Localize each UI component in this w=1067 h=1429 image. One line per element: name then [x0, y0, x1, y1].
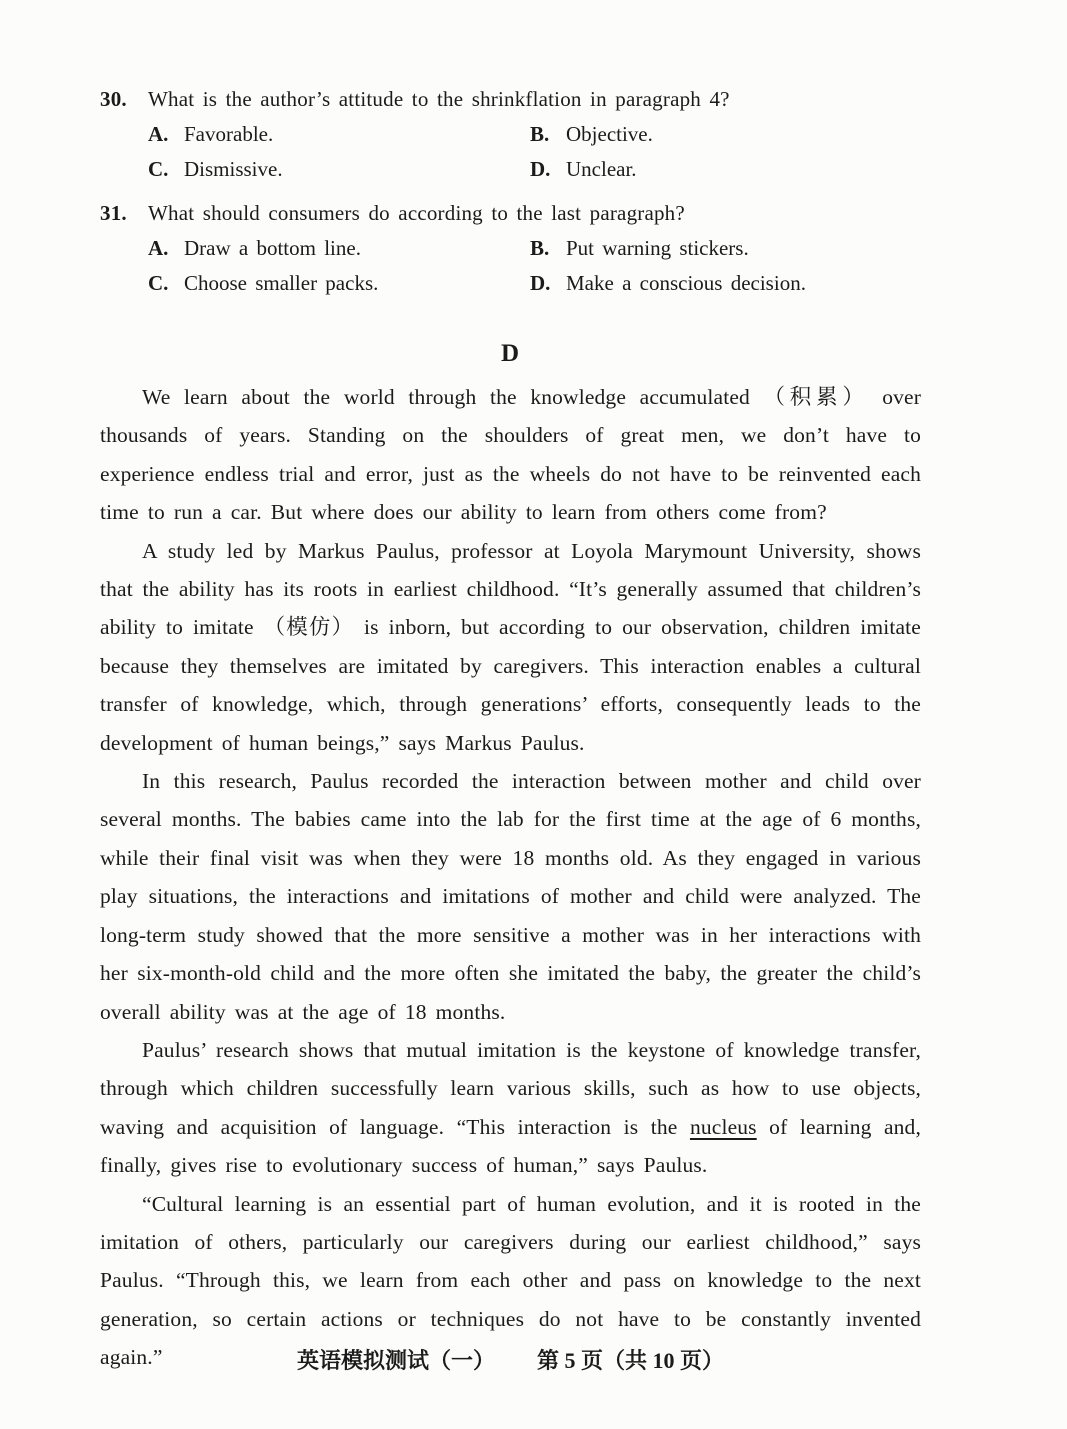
option-label: C. [148, 157, 169, 181]
option-c [148, 154, 530, 184]
option-text: Unclear. [566, 157, 637, 181]
option-b [530, 233, 921, 263]
question-31-head [100, 198, 921, 228]
passage-paragraph-5: “Cultural learning is an essential part of human evolution, and it is rooted in the imitation of others, particularly our caregivers during our earliest childhood,” says Paulus. “Through this, we learn from each other and pass on knowledge to the next generation, so certain actions or techniques do not have to be constantly invented again.” [100, 1191, 921, 1370]
page-number: 第 5 页（共 10 页） [537, 1348, 725, 1373]
reading-passage [100, 378, 921, 1377]
option-b [530, 119, 921, 149]
option-label: A. [148, 122, 169, 146]
question-30-head [100, 84, 921, 114]
option-label: B. [530, 122, 550, 146]
question-number: 31. [100, 201, 127, 225]
passage-paragraph-2: A study led by Markus Paulus, professor at Loyola Marymount University, shows that the ability has its roots in earliest childhood. “It’s generally assumed that children’s ability to imitate （模仿） is inborn, but according to our observation, children imitate because they themselves are imitated by caregivers. This interaction enables a cultural transfer of knowledge, which, through generations’ efforts, consequently leads to the development of human beings,” says Markus Paulus. [100, 538, 921, 755]
option-label: C. [148, 271, 169, 295]
question-text: What should consumers do according to the last paragraph? [148, 201, 685, 225]
paragraph-4-before: Paulus’ research shows that mutual imitation is the keystone of knowledge transfer, through which children successfully learn various skills, such as how to use objects, waving and acquisition of language. “This interaction is the [100, 1037, 921, 1139]
option-d [530, 268, 921, 298]
option-text: Favorable. [184, 122, 274, 146]
option-text: Put warning stickers. [566, 236, 749, 260]
option-text: Draw a bottom line. [184, 236, 361, 260]
option-a [148, 233, 530, 263]
option-label: D. [530, 157, 551, 181]
question-31-options [148, 233, 921, 298]
question-30-options [148, 119, 921, 184]
underlined-word-nucleus: nucleus [689, 1114, 757, 1139]
option-c [148, 268, 530, 298]
question-text: What is the author’s attitude to the shrinkflation in paragraph 4? [148, 87, 730, 111]
option-a [148, 119, 530, 149]
passage-paragraph-1: We learn about the world through the knowledge accumulated （积累） over thousands of years. Standing on the shoulders of great men, we don’t have to experience endless trial and error, just as the wheels do not have to be reinvented each time to run a car. But where does our ability to learn from others come from? [100, 385, 921, 525]
question-number: 30. [100, 87, 127, 111]
option-label: A. [148, 236, 169, 260]
option-label: B. [530, 236, 550, 260]
passage-paragraph-3: In this research, Paulus recorded the interaction between mother and child over several months. The babies came into the lab for the first time at the age of 6 months, while their final visit was when they were 18 months old. As they engaged in various play situations, the interactions and imitations of mother and child were analyzed. The long-term study showed that the more sensitive a mother was in her interactions with her six-month-old child and the more often she imitated the baby, the greater the child’s overall ability was at the age of 18 months. [100, 769, 921, 1024]
question-31 [100, 198, 921, 298]
page-footer [100, 1344, 921, 1375]
option-text: Make a conscious decision. [566, 271, 806, 295]
option-text: Choose smaller packs. [184, 271, 379, 295]
option-text: Dismissive. [184, 157, 283, 181]
passage-paragraph-4 [100, 1031, 921, 1185]
passage-section-label: D [500, 340, 521, 367]
question-30 [100, 84, 921, 184]
option-text: Objective. [566, 122, 653, 146]
option-d [530, 154, 921, 184]
option-label: D. [530, 271, 551, 295]
exam-title: 英语模拟测试（一） [296, 1348, 495, 1373]
paragraph-4-after: of learning and, finally, gives rise to evolutionary success of human,” says Paulus. [100, 1114, 921, 1178]
